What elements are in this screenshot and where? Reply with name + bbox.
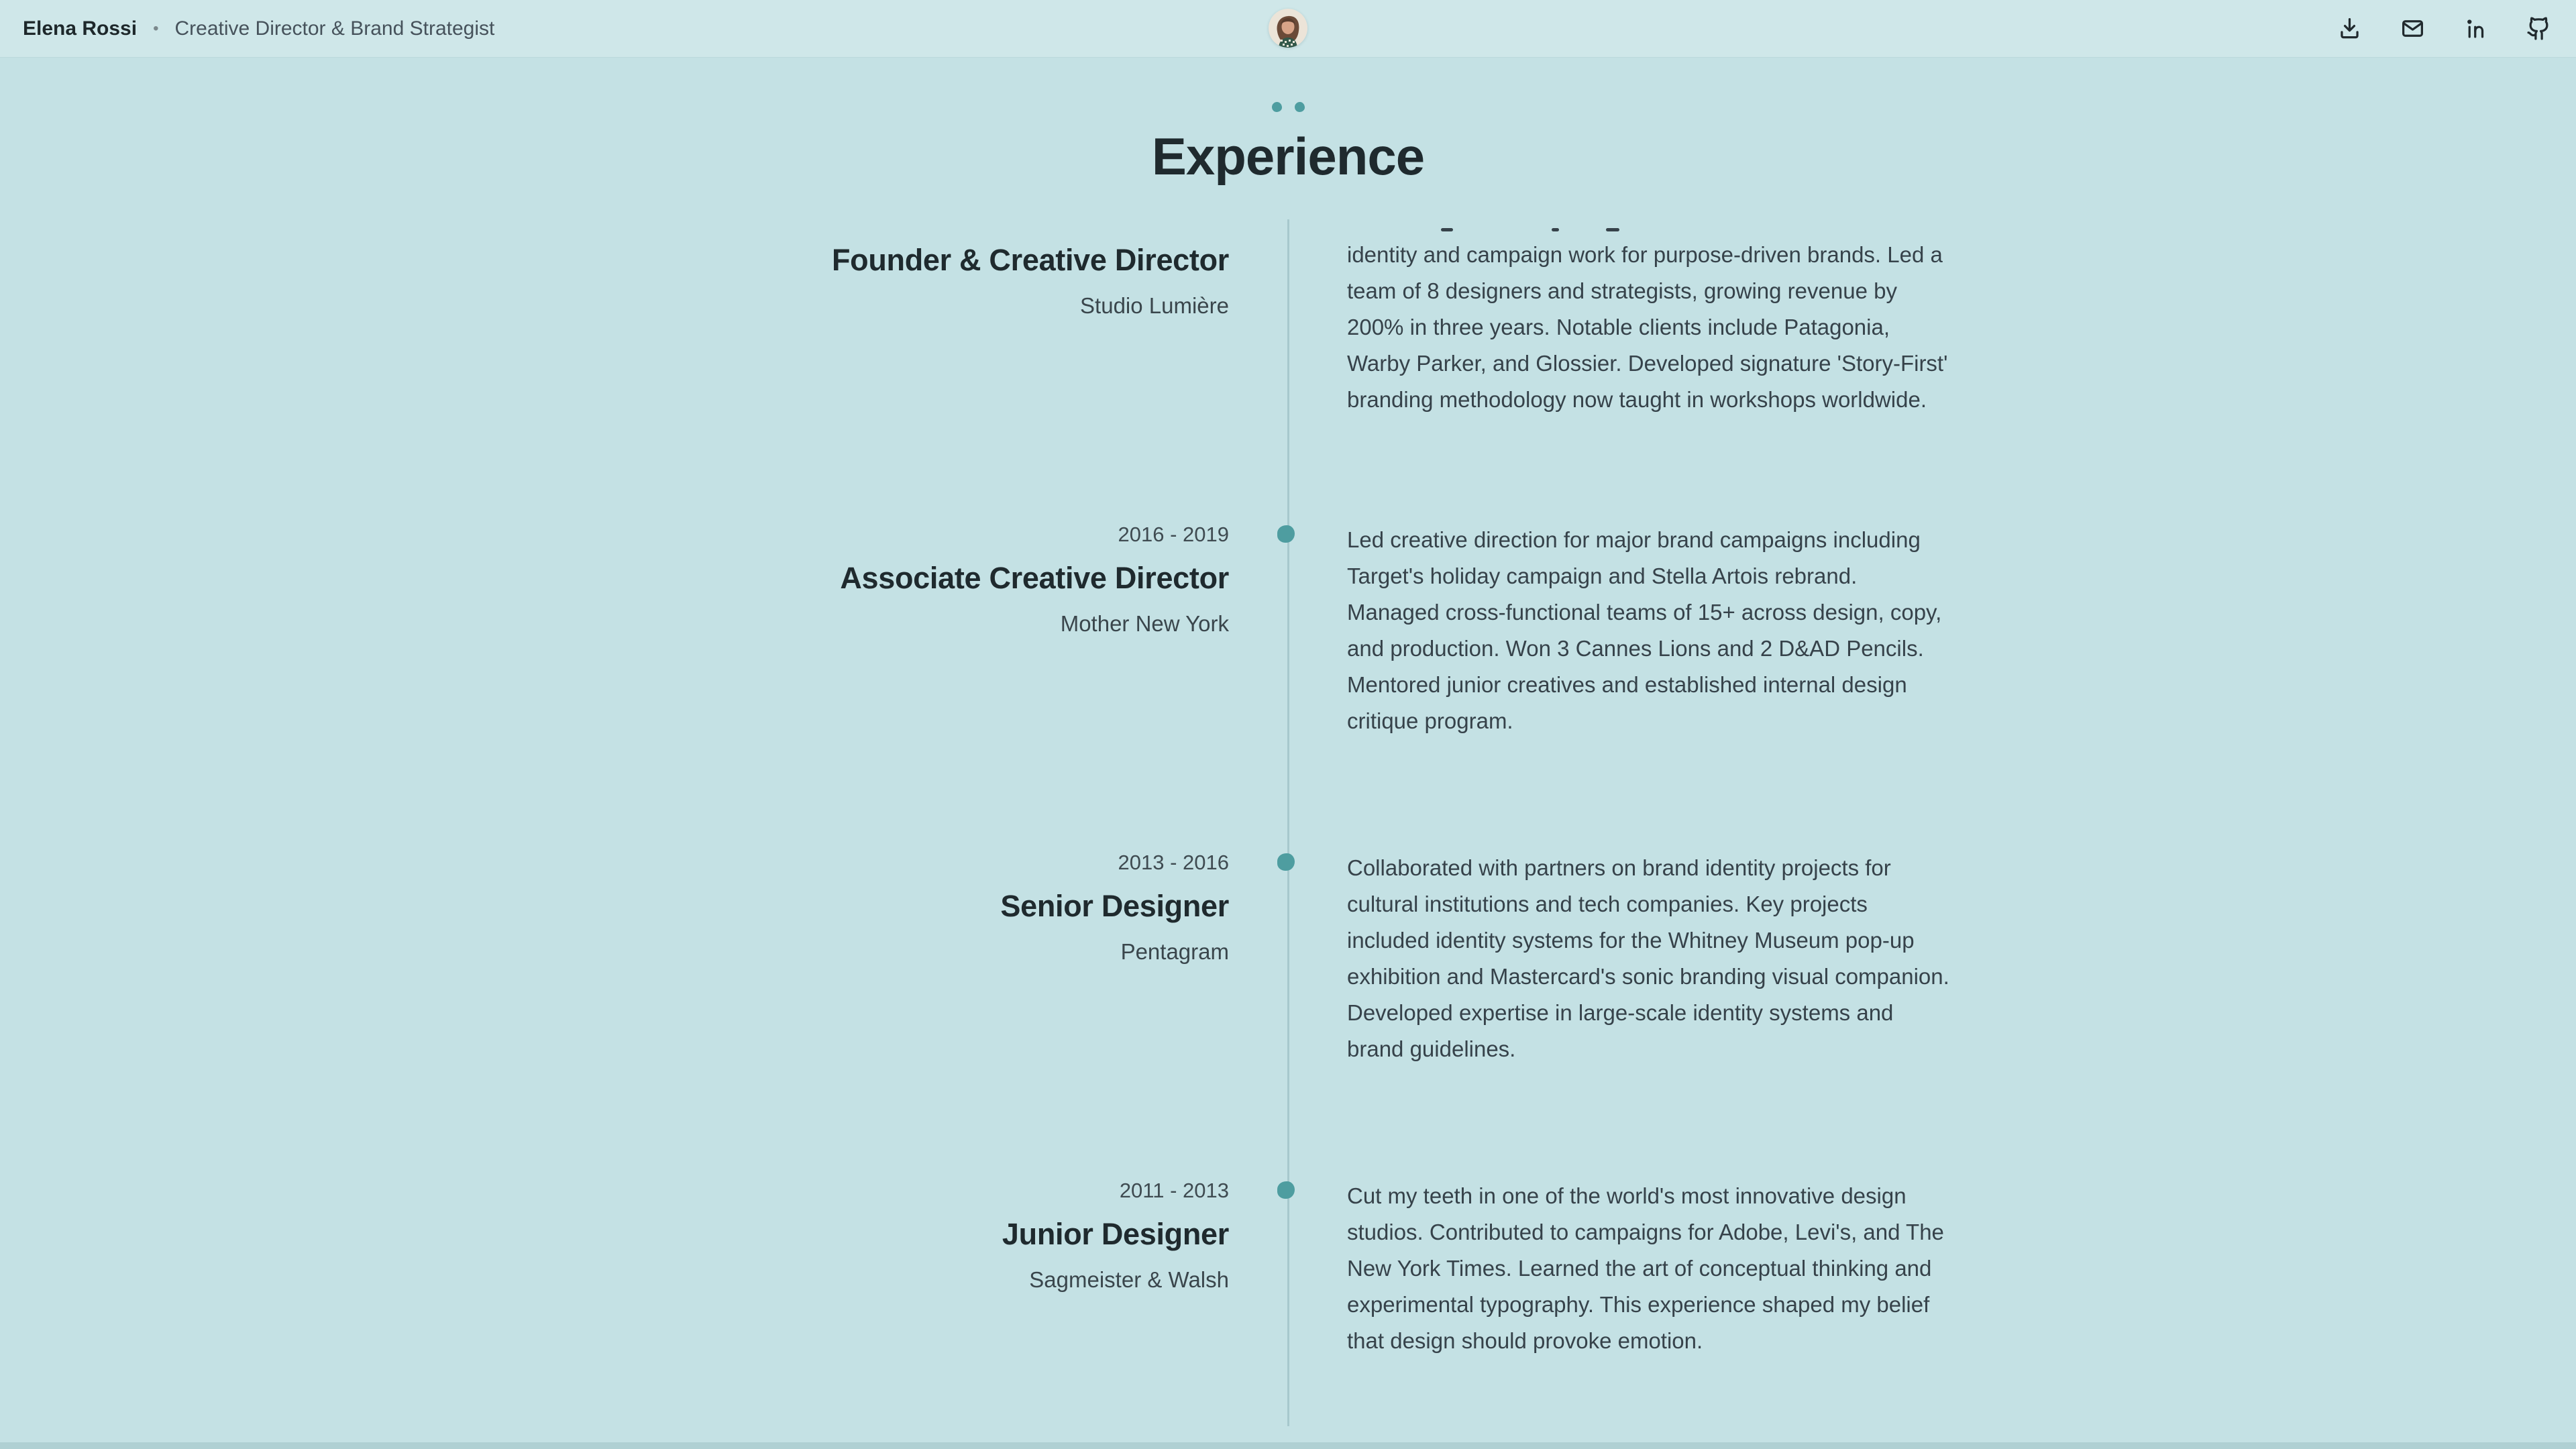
entry-title: Senior Designer: [1000, 889, 1229, 923]
clipped-line-remnant: [1347, 219, 2576, 233]
entry-company: Pentagram: [1120, 939, 1229, 964]
timeline-dot: [1277, 853, 1295, 871]
experience-entry: [0, 522, 2576, 739]
entry-company: Mother New York: [1060, 611, 1229, 636]
github-icon[interactable]: [2524, 14, 2553, 44]
linkedin-icon[interactable]: [2461, 14, 2490, 44]
person-name: Elena Rossi: [23, 17, 138, 40]
experience-entry: [0, 850, 2576, 1067]
entry-title: Junior Designer: [1002, 1217, 1229, 1251]
entry-description: Led creative direction for major brand campaigns including Target's holiday campaign and Stella Artois rebrand. Managed cross-functional teams of 15+ across design, copy, and production. Won 3 Cannes Lions and 2 D&AD Pencils. Mentored junior creatives and established internal design critique program.: [1347, 527, 1942, 733]
entry-dates: 2016 - 2019: [1118, 523, 1229, 546]
experience-entry: [0, 1178, 2576, 1359]
avatar[interactable]: [1269, 9, 1307, 48]
entry-description: Cut my teeth in one of the world's most innovative design studios. Contributed to campaigns for Adobe, Levi's, and The New York Times. Learned the art of conceptual thinking and experimental typography. This experience shaped my belief that design should provoke emotion.: [1347, 1183, 1944, 1353]
download-icon[interactable]: [2334, 14, 2364, 44]
entry-meta: [0, 850, 1229, 1067]
entry-title: Associate Creative Director: [840, 561, 1229, 595]
experience-entry: [0, 219, 2576, 418]
accent-dot: [1295, 102, 1305, 112]
next-section-edge: [0, 1442, 2576, 1449]
entry-meta: [0, 522, 1229, 739]
identity-block: [23, 17, 494, 40]
entry-description: identity and campaign work for purpose-driven brands. Led a team of 8 designers and strategists, growing revenue by 200% in three years. Notable clients include Patagonia, Warby Parker, and Glossier. Developed signature 'Story-First' branding methodology now taught in workshops worldwide.: [1347, 242, 1948, 412]
entry-description: Collaborated with partners on brand identity projects for cultural institutions and tech companies. Key projects included identity systems for the Whitney Museum pop-up exhibition and Mastercard's sonic branding visual companion. Developed expertise in large-scale identity systems and brand guidelines.: [1347, 855, 1949, 1061]
timeline-dot: [1277, 1181, 1295, 1199]
accent-dots: [0, 102, 2576, 112]
section-heading: [0, 102, 2576, 184]
person-role: Creative Director & Brand Strategist: [174, 17, 495, 40]
entry-title: Founder & Creative Director: [831, 243, 1229, 277]
entry-company: Sagmeister & Walsh: [1029, 1267, 1229, 1292]
entry-dates: 2013 - 2016: [1118, 851, 1229, 874]
accent-dot: [1272, 102, 1282, 112]
separator-dot: •: [153, 19, 159, 38]
page-title: Experience: [1151, 127, 1425, 186]
entry-company: Studio Lumière: [1080, 293, 1229, 318]
mail-icon[interactable]: [2398, 14, 2427, 44]
experience-timeline: [0, 219, 2576, 1449]
timeline-dot: [1277, 525, 1295, 543]
entry-meta: [0, 1178, 1229, 1359]
entry-meta: [0, 219, 1229, 418]
header-action-icons: [2334, 14, 2553, 44]
top-header: [0, 0, 2576, 58]
entry-dates: 2011 - 2013: [1119, 1179, 1229, 1202]
